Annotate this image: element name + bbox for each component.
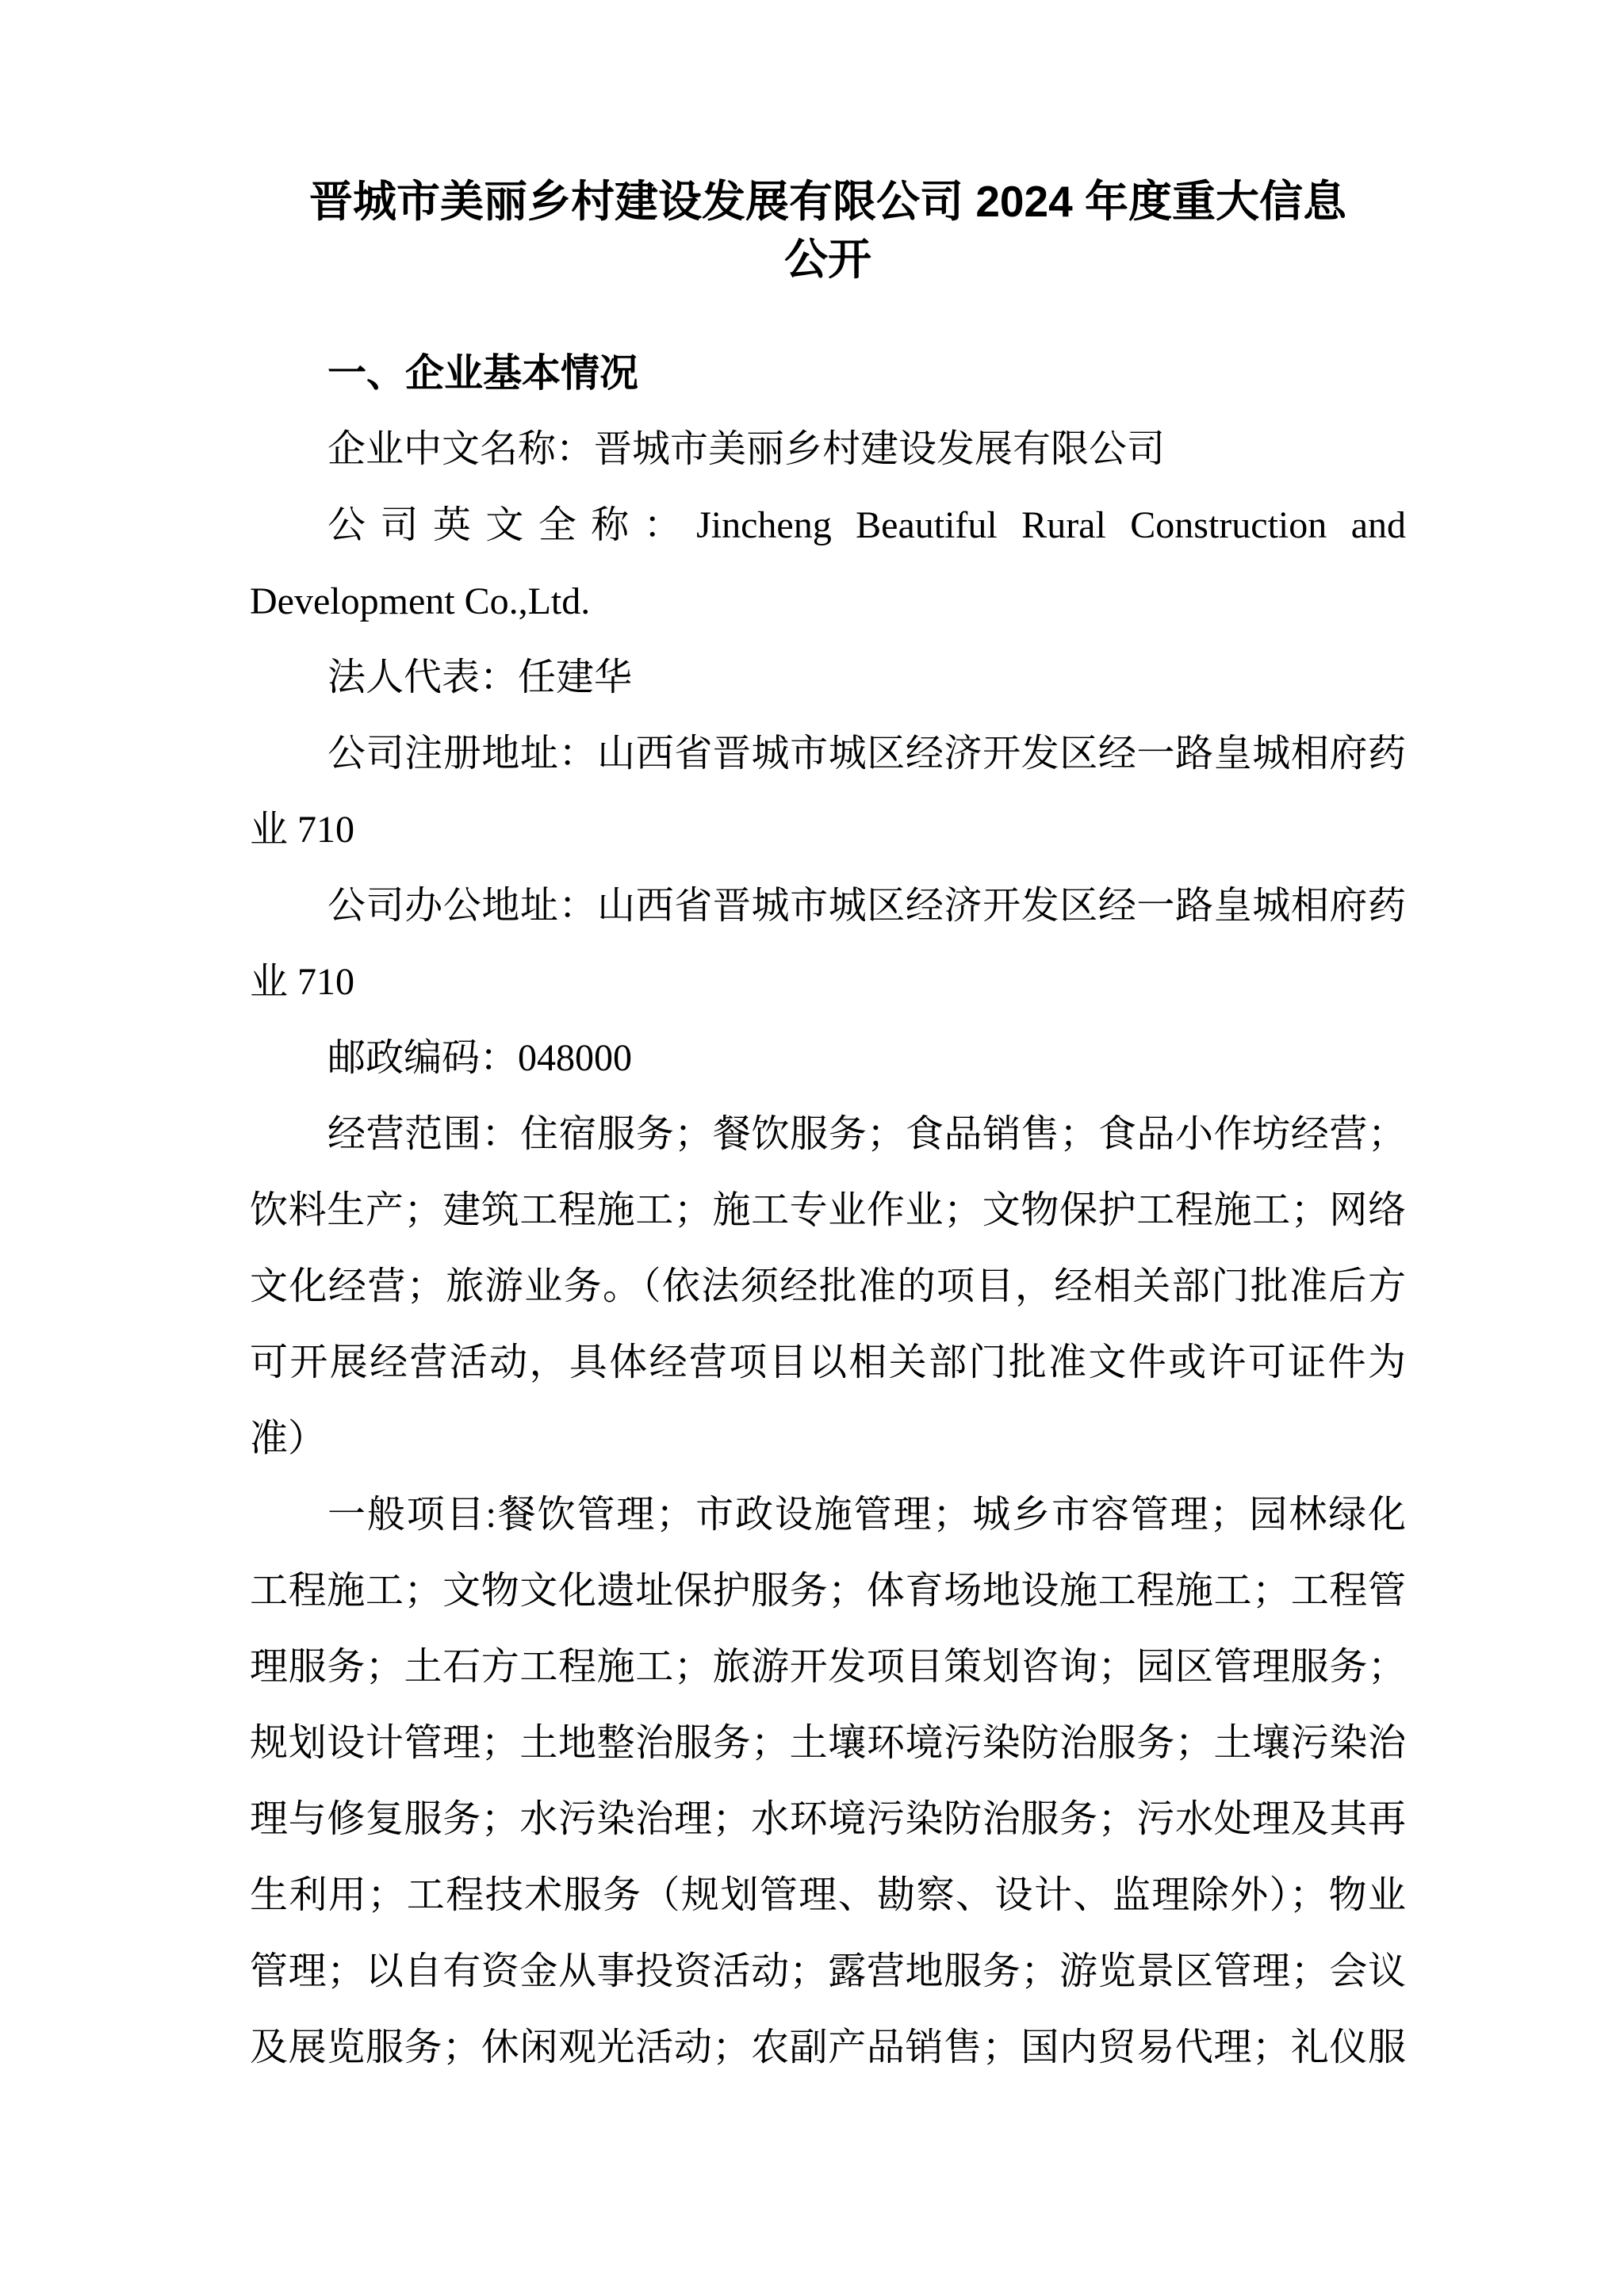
line-office-address-2: 业 710 [250, 961, 355, 1003]
line-company-english-name-1: 公司英文全称：Jincheng Beautiful Rural Construction and [327, 504, 1406, 546]
line-registered-address-2: 业 710 [250, 809, 355, 851]
line-general-projects-3: 理服务；土石方工程施工；旅游开发项目策划咨询；园区管理服务； [250, 1646, 1406, 1688]
line-general-projects-4: 规划设计管理；土地整治服务；土壤环境污染防治服务；土壤污染治 [250, 1722, 1406, 1764]
line-company-english-name-2: Development Co.,Ltd. [250, 580, 591, 622]
document-content [250, 173, 1406, 2086]
line-registered-address-1: 公司注册地址：山西省晋城市城区经济开发区经一路皇城相府药 [327, 733, 1406, 775]
line-business-scope-5: 准） [250, 1418, 327, 1460]
document-title [250, 173, 1406, 289]
line-office-address-1: 公司办公地址：山西省晋城市城区经济开发区经一路皇城相府药 [327, 885, 1406, 927]
line-general-projects-7: 管理；以自有资金从事投资活动；露营地服务；游览景区管理；会议 [250, 1950, 1406, 1992]
line-general-projects-1: 一般项目:餐饮管理；市政设施管理；城乡市容管理；园林绿化 [327, 1494, 1406, 1536]
line-general-projects-2: 工程施工；文物文化遗址保护服务；体育场地设施工程施工；工程管 [250, 1570, 1406, 1612]
line-general-projects-8: 及展览服务；休闲观光活动；农副产品销售；国内贸易代理；礼仪服 [250, 2026, 1406, 2068]
title-line-2: 公开 [783, 235, 871, 284]
title-line-1: 晋城市美丽乡村建设发展有限公司 2024 年度重大信息 [309, 177, 1346, 226]
line-legal-representative: 法人代表：任建华 [327, 656, 633, 698]
line-postal-code: 邮政编码：048000 [327, 1037, 633, 1079]
line-business-scope-2: 饮料生产；建筑工程施工；施工专业作业；文物保护工程施工；网络 [250, 1189, 1406, 1231]
section-heading: 一、企业基本情况 [327, 351, 639, 395]
line-general-projects-5: 理与修复服务；水污染治理；水环境污染防治服务；污水处理及其再 [250, 1798, 1406, 1840]
line-business-scope-1: 经营范围：住宿服务；餐饮服务；食品销售；食品小作坊经营； [327, 1113, 1406, 1155]
line-general-projects-6: 生利用；工程技术服务（规划管理、勘察、设计、监理除外）；物业 [250, 1874, 1406, 1916]
line-business-scope-3: 文化经营；旅游业务。（依法须经批准的项目，经相关部门批准后方 [250, 1265, 1406, 1307]
line-business-scope-4: 可开展经营活动，具体经营项目以相关部门批准文件或许可证件为 [250, 1341, 1406, 1383]
line-company-chinese-name: 企业中文名称：晋城市美丽乡村建设发展有限公司 [327, 428, 1166, 470]
